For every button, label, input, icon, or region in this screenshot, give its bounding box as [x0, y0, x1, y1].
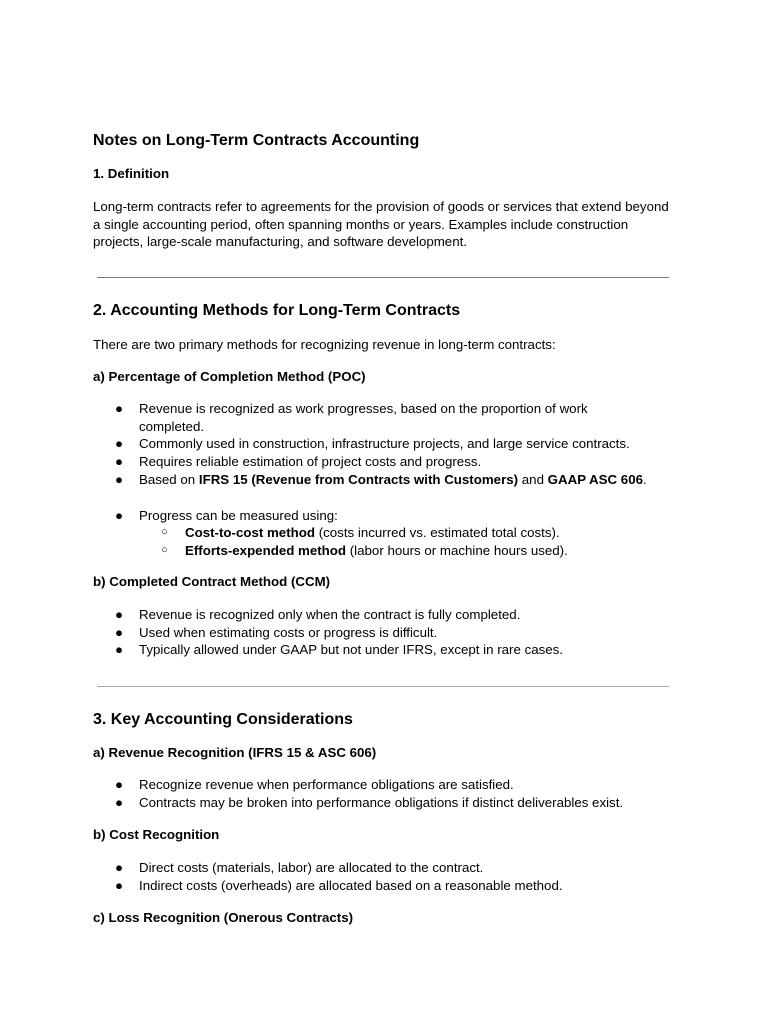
list-item: [93, 776, 653, 794]
bullet-icon: ●: [115, 607, 124, 622]
sub-list-item: [93, 524, 653, 542]
bullet-icon: ●: [115, 878, 124, 893]
bullet-icon: ●: [115, 508, 124, 523]
list-item: [93, 641, 653, 659]
list-item-text: Direct costs (materials, labor) are allocated to the contract.: [139, 860, 484, 875]
list-item-text: Used when estimating costs or progress is difficult.: [139, 625, 438, 640]
bullet-icon: ●: [115, 777, 124, 792]
bullet-icon: ●: [115, 436, 124, 451]
list-item-text: Revenue is recognized as work progresses, based on the proportion of work completed.: [139, 401, 588, 434]
ifrs-15-ref: IFRS 15 (Revenue from Contracts with Customers): [198, 472, 519, 487]
bullet-icon: ●: [115, 472, 124, 487]
list-item-text: Commonly used in construction, infrastructure projects, and large service contracts.: [139, 436, 630, 451]
list-item: [93, 606, 653, 624]
bullet-icon: ●: [115, 401, 124, 416]
section-1-heading: 1. Definition: [93, 166, 170, 181]
bullet-icon: ●: [115, 860, 124, 875]
list-item-text: Based on IFRS 15 (Revenue from Contracts with Customers) and GAAP ASC 606.: [139, 472, 647, 487]
definition-paragraph: Long-term contracts refer to agreements for the provision of goods or services that extend beyond a single accounting period, often spanning months or years. Examples include construction projects, large-scale manufacturing, and software development.: [93, 199, 669, 249]
cost-recognition-heading: b) Cost Recognition: [93, 827, 220, 842]
list-item-text: Progress can be measured using:: [139, 508, 338, 523]
section-2-intro: There are two primary methods for recognizing revenue in long-term contracts:: [93, 337, 556, 352]
bullet-icon: ●: [115, 795, 124, 810]
list-item: [93, 794, 653, 812]
sub-list-item-text: Efforts-expended method (labor hours or machine hours used).: [185, 543, 568, 558]
list-item: [93, 453, 653, 471]
list-item: [93, 624, 653, 642]
list-item-text: Revenue is recognized only when the contract is fully completed.: [139, 607, 521, 622]
section-3-heading: 3. Key Accounting Considerations: [93, 711, 353, 728]
bullet-icon: ●: [115, 625, 124, 640]
section-2-heading: 2. Accounting Methods for Long-Term Contracts: [93, 302, 461, 319]
hollow-bullet-icon: ○: [161, 544, 168, 556]
list-item-text: Recognize revenue when performance obligations are satisfied.: [139, 777, 514, 792]
list-item-text: Contracts may be broken into performance obligations if distinct deliverables exist.: [139, 795, 624, 810]
list-item-text: Requires reliable estimation of project costs and progress.: [139, 454, 482, 469]
list-item: [93, 471, 653, 489]
sub-list-item: [93, 542, 653, 560]
section-divider: [97, 686, 669, 687]
loss-recognition-heading: c) Loss Recognition (Onerous Contracts): [93, 910, 354, 925]
list-item: [93, 877, 653, 895]
poc-heading: a) Percentage of Completion Method (POC): [93, 369, 366, 384]
asc-606-ref: GAAP ASC 606: [547, 472, 643, 487]
list-item-text: Indirect costs (overheads) are allocated based on a reasonable method.: [139, 878, 563, 893]
sub-list-item-text: Cost-to-cost method (costs incurred vs. estimated total costs).: [185, 525, 560, 540]
list-item: [93, 400, 653, 435]
bullet-icon: ●: [115, 454, 124, 469]
list-item: [93, 435, 653, 453]
list-item: [93, 507, 653, 525]
ccm-heading: b) Completed Contract Method (CCM): [93, 574, 331, 589]
list-item: [93, 859, 653, 877]
revenue-recognition-heading: a) Revenue Recognition (IFRS 15 & ASC 606): [93, 745, 377, 760]
hollow-bullet-icon: ○: [161, 526, 168, 538]
list-item-text: Typically allowed under GAAP but not under IFRS, except in rare cases.: [139, 642, 563, 657]
document-title: Notes on Long-Term Contracts Accounting: [93, 132, 420, 149]
section-divider: [97, 277, 669, 278]
bullet-icon: ●: [115, 642, 124, 657]
